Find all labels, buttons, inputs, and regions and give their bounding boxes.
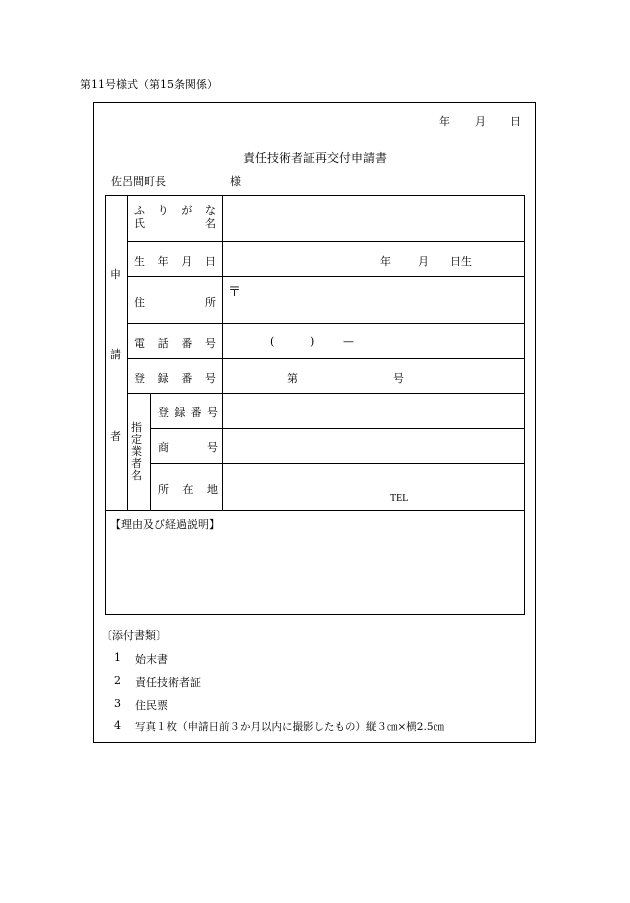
attachment-num-2: 2 [114, 674, 121, 687]
page-title: 責任技術者証再交付申請書 [242, 151, 387, 165]
date-year: 年 [439, 115, 450, 128]
row-divider-3 [127, 323, 525, 324]
attachment-text-1: 始末書 [135, 653, 168, 666]
row-divider-6 [150, 428, 525, 429]
addressee-honorific: 様 [230, 175, 241, 188]
address-label: 住 所 [134, 296, 216, 309]
birth-field[interactable] [224, 243, 374, 274]
reason-label: 【理由及び経過説明】 [110, 518, 220, 531]
phone-close-paren: ) [310, 335, 315, 348]
name-field[interactable] [224, 197, 523, 239]
attachment-num-3: 3 [114, 697, 121, 710]
phone-dash: — [343, 335, 354, 348]
reason-textarea[interactable] [107, 532, 523, 613]
applicant-label-2: 請 [110, 348, 121, 361]
row-divider-8 [105, 510, 525, 511]
phone-field[interactable] [224, 325, 523, 356]
attachment-num-1: 1 [114, 651, 121, 664]
attachment-text-2: 責任技術者証 [135, 676, 201, 689]
row-divider-5 [127, 393, 525, 394]
registration-label: 登 録 番 号 [134, 372, 216, 385]
attachment-text-4: 写真１枚（申請日前３か月以内に撮影したもの）縦３㎝×横2.5㎝ [135, 721, 444, 733]
addressee-name: 佐呂間町長 [111, 175, 166, 188]
col-divider-2 [222, 195, 223, 510]
applicant-label-3: 者 [110, 430, 121, 443]
designated-reg-field[interactable] [224, 395, 523, 426]
attachment-text-3: 住民票 [135, 699, 168, 712]
form-number: 第11号様式（第15条関係） [80, 78, 218, 91]
birth-month: 月 [418, 255, 429, 268]
location-label: 所 在 地 [158, 483, 218, 496]
birth-day: 日生 [450, 255, 472, 268]
row-divider-4 [127, 358, 525, 359]
phone-open-paren: ( [270, 335, 275, 348]
row-divider-2 [127, 276, 525, 277]
name-label: 氏 名 [134, 217, 216, 230]
trade-name-label: 商 号 [158, 441, 218, 454]
location-field[interactable] [224, 465, 384, 508]
location-tel-label: TEL [390, 493, 409, 504]
attachments-header: 〔添付書類〕 [101, 629, 167, 642]
col-divider-3 [150, 393, 151, 510]
furigana-label: ふ り が な [134, 204, 216, 217]
col-divider-1 [127, 195, 128, 510]
date-month: 月 [475, 115, 486, 128]
designated-reg-label: 登 録 番 号 [158, 406, 218, 419]
designated-vertical-label: 指 定 業 者 名 [131, 421, 142, 482]
birth-label: 生 年 月 日 [134, 255, 216, 268]
registration-prefix: 第 [287, 372, 298, 385]
applicant-label-1: 申 [110, 268, 121, 281]
address-field[interactable] [240, 278, 523, 321]
date-day: 日 [510, 115, 521, 128]
registration-suffix: 号 [393, 372, 404, 385]
row-divider-7 [150, 463, 525, 464]
trade-name-field[interactable] [224, 430, 523, 461]
postal-mark-icon: 〒 [228, 285, 242, 300]
attachment-num-4: 4 [114, 719, 121, 732]
phone-label: 電 話 番 号 [134, 337, 216, 350]
birth-year: 年 [380, 255, 391, 268]
registration-field[interactable] [300, 360, 390, 391]
row-divider-1 [127, 241, 525, 242]
